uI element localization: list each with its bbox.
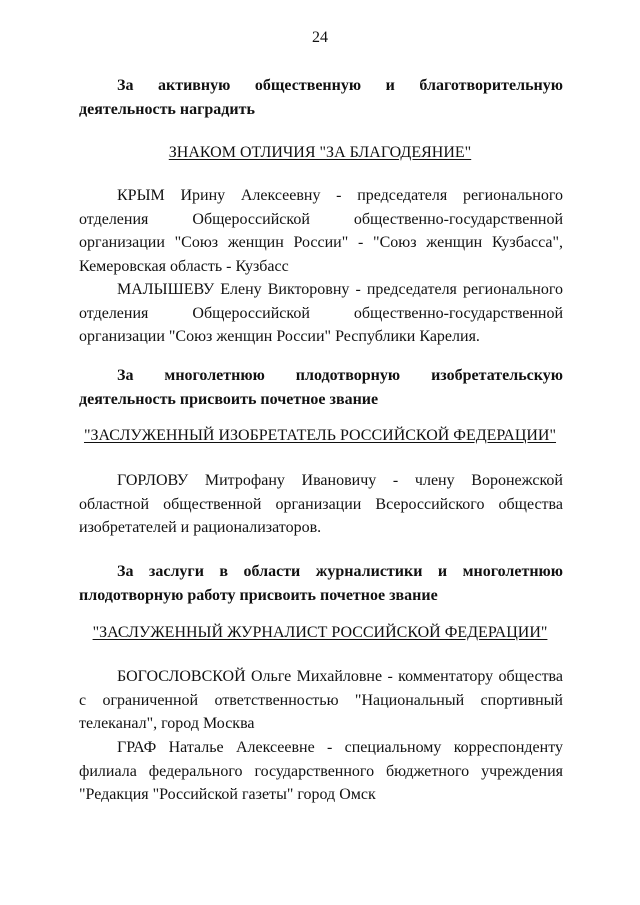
section-2-heading	[79, 364, 563, 411]
entry-line: ГОРЛОВУ Митрофану Ивановичу - члену Воронежской	[117, 472, 563, 489]
entry-line: телеканал", город Москва	[79, 715, 255, 732]
entry-line: "Редакция "Российской газеты" город Омск	[79, 786, 376, 803]
entry-line: областной общественной организации Всероссийского общества	[79, 495, 563, 513]
award-entry	[79, 665, 563, 736]
entry-line: МАЛЫШЕВУ Елену Викторовну - председателя регионального	[117, 281, 563, 298]
entry-line: с ограниченной ответственностью "Национальный спортивный	[79, 691, 563, 709]
entry-line: Кемеровская область - Кузбасс	[79, 257, 289, 275]
award-entry	[79, 184, 563, 278]
entry-line: отделения Общероссийской общественно-государственной	[79, 210, 563, 228]
entry-line: БОГОСЛОВСКОЙ Ольге Михайловне - комментатору общества	[117, 668, 563, 685]
award-entry	[79, 469, 563, 540]
page-number: 24	[312, 29, 328, 46]
award-title: "ЗАСЛУЖЕННЫЙ ЖУРНАЛИСТ РОССИЙСКОЙ ФЕДЕРАЦИИ"	[92, 624, 548, 641]
award-entry	[79, 736, 563, 807]
entry-line: изобретателей и рационализаторов.	[79, 519, 322, 536]
entry-line: организации "Союз женщин России" Республики Карелия.	[79, 328, 480, 345]
award-title: ЗНАКОМ ОТЛИЧИЯ "ЗА БЛАГОДЕЯНИЕ"	[168, 144, 472, 161]
section-3-heading	[79, 560, 563, 607]
award-title: "ЗАСЛУЖЕННЫЙ ИЗОБРЕТАТЕЛЬ РОССИЙСКОЙ ФЕДЕРАЦИИ"	[83, 427, 557, 444]
entry-line: КРЫМ Ирину Алексеевну - председателя регионального	[117, 187, 563, 204]
entry-line: филиала федерального государственного бюджетного учреждения	[79, 762, 563, 780]
entry-line: организации "Союз женщин России" - "Союз женщин Кузбасса",	[79, 234, 563, 251]
award-entry	[79, 278, 563, 349]
heading-line: За многолетнюю плодотворную изобретательскую	[117, 367, 563, 384]
heading-line: За заслуги в области журналистики и многолетнюю	[117, 563, 563, 580]
heading-line: деятельность наградить	[79, 100, 255, 118]
heading-line: плодотворную работу присвоить почетное звание	[79, 586, 438, 604]
entry-line: ГРАФ Наталье Алексеевне - специальному корреспонденту	[117, 739, 563, 756]
entry-line: отделения Общероссийской общественно-государственной	[79, 304, 563, 322]
section-1-heading	[79, 74, 563, 121]
heading-line: деятельность присвоить почетное звание	[79, 390, 379, 408]
heading-line: За активную общественную и благотворительную	[117, 77, 563, 94]
